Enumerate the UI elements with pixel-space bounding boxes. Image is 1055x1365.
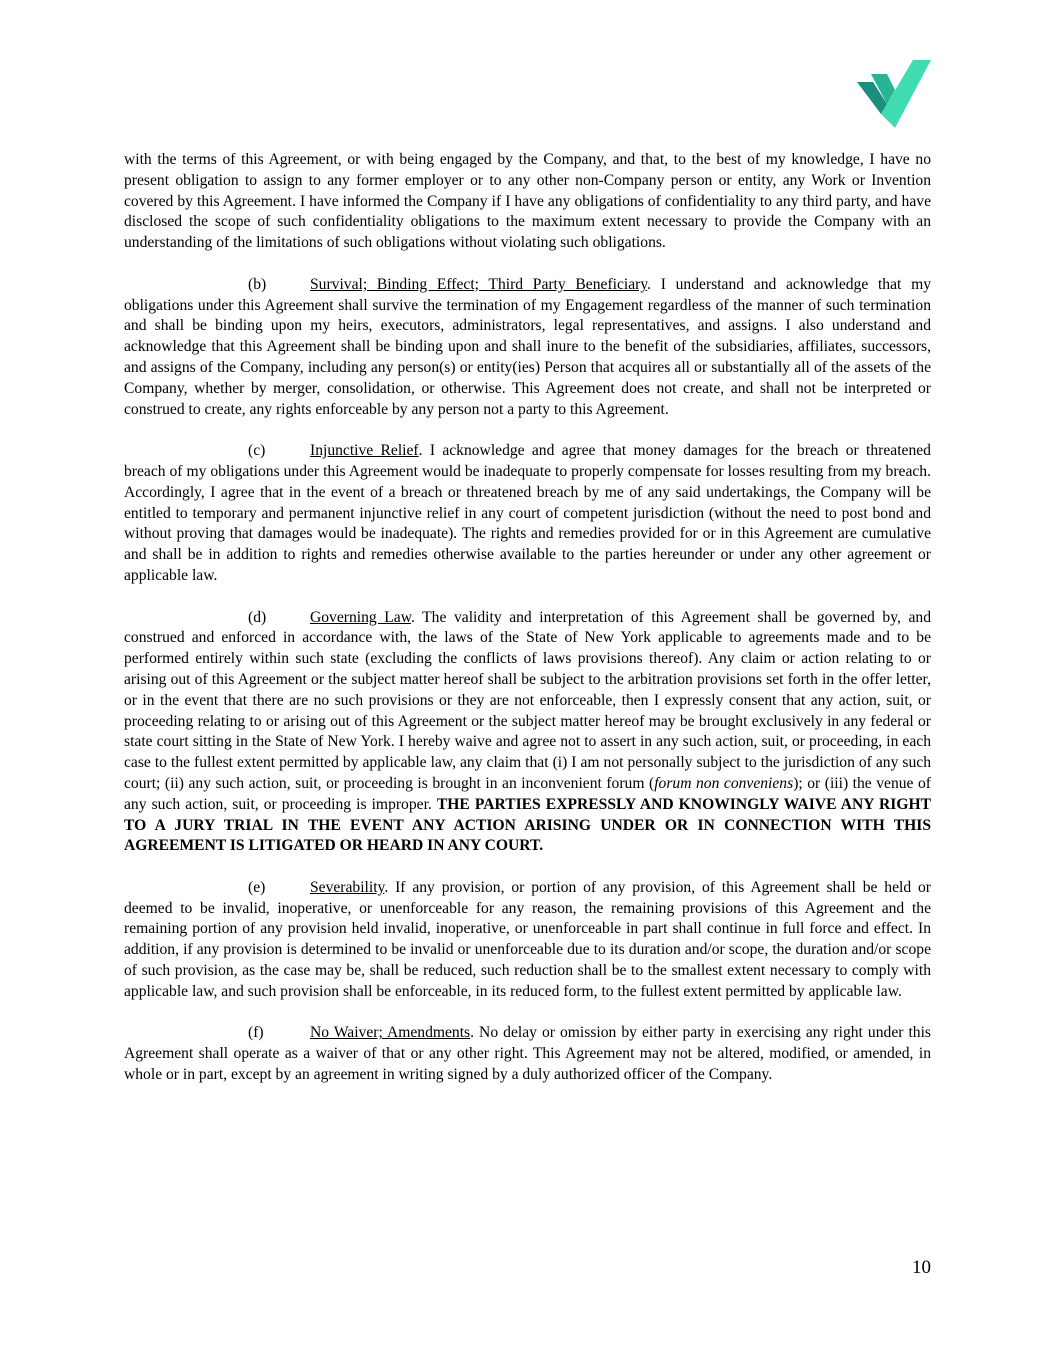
section-d-italic-term: forum non conveniens	[654, 774, 794, 792]
jury-waiver-clause: THE PARTIES EXPRESSLY AND KNOWINGLY WAIVE ANY RIGHT TO A JURY TRIAL IN THE EVENT ANY ACTION ARISING UNDER OR IN CONNECTION WITH THIS AGREEMENT IS LITIGATED OR HEARD IN ANY COURT.	[124, 795, 931, 855]
section-f-heading: No Waiver; Amendments	[310, 1024, 471, 1042]
section-b-heading: Survival; Binding Effect; Third Party Beneficiary	[310, 275, 648, 293]
section-c-heading: Injunctive Relief	[310, 442, 419, 460]
section-d	[124, 608, 931, 858]
agreement-body	[124, 150, 931, 1107]
section-c-text: . I acknowledge and agree that money damages for the breach or threatened breach of my obligations under this Agreement would be inadequate to properly compensate for losses resulting from my breach. Accordingly, I agree that in the event of a breach or threatened breach by me of any said undertakings, the Company will be entitled to temporary and permanent injunctive relief in any court of competent jurisdiction (without the need to post bond and without proving that damages would be inadequate). The rights and remedies provided for or in this Agreement are cumulative and shall be in addition to rights and remedies otherwise available to the parties hereunder or under any other agreement or applicable law.	[124, 442, 931, 584]
section-d-text: . The validity and interpretation of this Agreement shall be governed by, and construed and enforced in accordance with, the laws of the State of New York applicable to agreements made and to be performed entirely within such state (excluding the conflicts of laws provisions thereof). Any claim or action relating to or arising out of this Agreement or the subject matter hereof shall be subject to the arbitration provisions set forth in the offer letter, or in the event that there are no such provisions or they are not enforceable, then I expressly consent that any action, suit, or proceeding relating to or arising out of this Agreement or the subject matter hereof may be brought exclusively in any federal or state court sitting in the State of New York. I hereby waive and agree not to assert in any such action, suit, or proceeding, in each case to the fullest extent permitted by applicable law, any claim that (i) I am not personally subject to the jurisdiction of any such court; (ii) any such action, suit, or proceeding is brought in an inconvenient forum (	[124, 608, 931, 792]
section-e-text: . If any provision, or portion of any provision, of this Agreement shall be held or deemed to be invalid, inoperative, or unenforceable for any reason, the remaining provisions of this Agreement and the remaining portion of any provision held invalid, inoperative, or unenforceable in part shall continue in full force and effect. In addition, if any provision is determined to be invalid or unenforceable due to its duration and/or scope, the duration and/or scope of such provision, as the case may be, shall be reduced, such reduction shall be to the smallest extent necessary to comply with applicable law, and such provision shall be enforceable, in its reduced form, to the fullest extent permitted by applicable law.	[124, 878, 931, 1000]
page-number: 10	[912, 1257, 931, 1278]
section-b-number: (b)	[248, 275, 267, 293]
section-b	[124, 275, 931, 421]
section-d-number: (d)	[248, 608, 267, 626]
company-logo-icon	[857, 60, 931, 128]
section-f-number: (f)	[248, 1024, 264, 1042]
section-c	[124, 441, 931, 587]
section-d-heading: Governing Law	[310, 608, 411, 626]
section-e	[124, 878, 931, 1003]
section-e-number: (e)	[248, 878, 266, 896]
section-d-text-2: ); or (iii) the venue of any such action, suit, or proceeding is improper.	[124, 774, 931, 813]
section-c-number: (c)	[248, 442, 266, 460]
section-f	[124, 1023, 931, 1085]
section-e-heading: Severability	[310, 878, 385, 896]
section-b-text: . I understand and acknowledge that my obligations under this Agreement shall survive the termination of my Engagement regardless of the manner of such termination and shall be binding upon my heirs, executors, administrators, legal representatives, and assigns. I also understand and acknowledge that this Agreement shall be binding upon and shall inure to the benefit of the subsidiaries, affiliates, successors, and assigns of the Company, including any person(s) or entity(ies) Person that acquires all or substantially all of the assets of the Company, whether by merger, consolidation, or otherwise. This Agreement does not create, and shall not be interpreted or construed to create, any rights enforceable by any person not a party to this Agreement.	[124, 275, 931, 418]
section-f-text: . No delay or omission by either party in exercising any right under this Agreement shall operate as a waiver of that or any other right. This Agreement may not be altered, modified, or amended, in whole or in part, except by an agreement in writing signed by a duly authorized officer of the Company.	[124, 1024, 931, 1084]
paragraph-intro	[124, 150, 931, 254]
paragraph-intro-text: with the terms of this Agreement, or with being engaged by the Company, and that, to the best of my knowledge, I have no present obligation to assign to any former employer or to any other non-Company person or entity, any Work or Invention covered by this Agreement. I have informed the Company if I have any obligations of confidentiality to any third party, and have disclosed the scope of such confidentiality obligations to the maximum extent necessary to provide the Company with an understanding of the limitations of such obligations without violating such obligations.	[124, 151, 931, 252]
